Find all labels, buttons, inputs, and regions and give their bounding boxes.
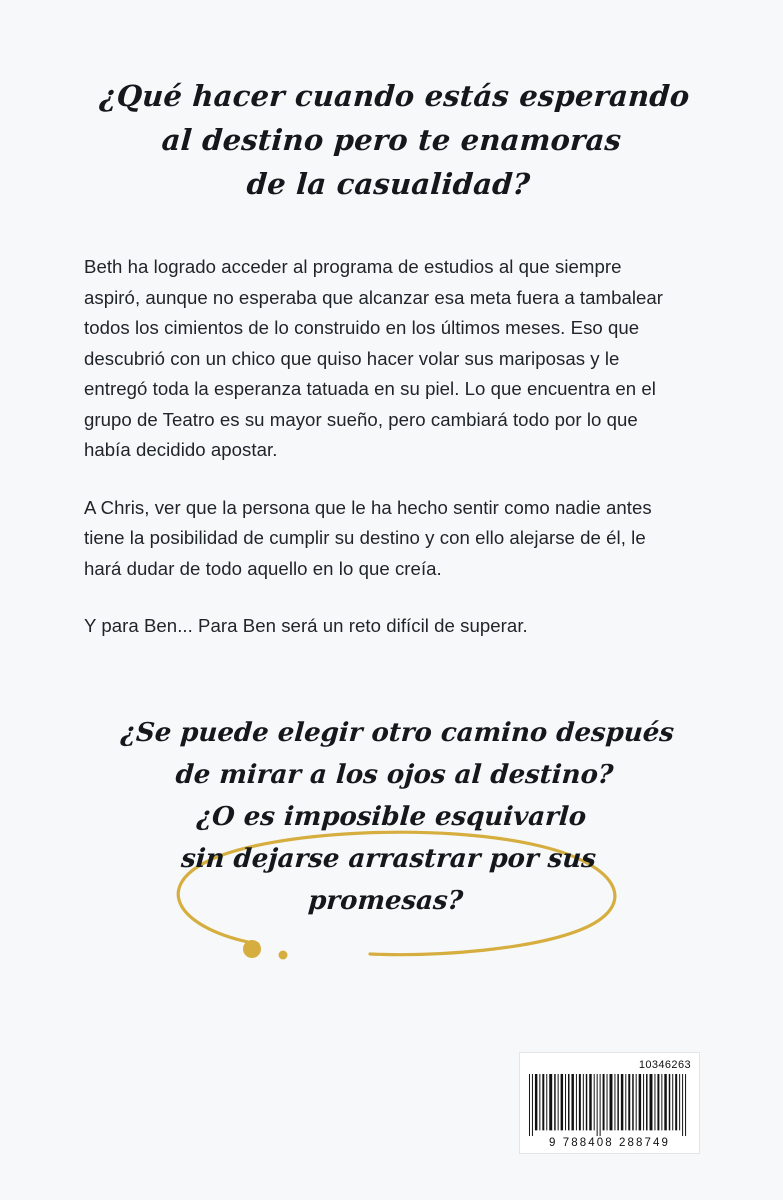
closing-line-5: promesas? (307, 886, 464, 916)
closing-line-3: ¿O es imposible esquivarlo (195, 802, 588, 832)
barcode-bars-icon (528, 1074, 691, 1136)
headline-line-2: al destino pero te enamoras (160, 123, 623, 157)
synopsis-paragraph-2: A Chris, ver que la persona que le ha hecho sentir como nadie antes tiene la posibilidad de cumplir su destino y con ello alejarse de él, le hará dudar de todo aquello en lo que creía. (84, 496, 652, 579)
synopsis (84, 252, 670, 642)
closing-line-1: ¿Se puede elegir otro camino después (119, 718, 676, 748)
closing-line-4: sin dejarse arrastrar por sus (180, 844, 598, 874)
barcode (519, 1052, 700, 1154)
closing-line-2: de mirar a los ojos al destino? (174, 760, 615, 790)
synopsis-paragraph-1: Beth ha logrado acceder al programa de estudios al que siempre aspiró, aunque no esperaba que alcanzar esa meta fuera a tambalear todos los cimientos de lo construido en los últimos meses. Eso que descubrió con un chico que quiso hacer volar sus mariposas y le entregó toda la esperanza tatuada en su piel. Lo que encuentra en el grupo de Teatro es su mayor sueño, pero cambiará todo por lo que había decidido apostar. (84, 256, 664, 460)
barcode-bottom-number: 9 788408 288749 (548, 1137, 671, 1149)
headline-line-3: de la casualidad? (245, 167, 532, 201)
headline-line-1: ¿Qué hacer cuando estás esperando (98, 79, 691, 113)
headline (0, 74, 783, 206)
barcode-top-number: 10346263 (638, 1059, 691, 1071)
synopsis-paragraph-3: Y para Ben... Para Ben será un reto difícil de superar. (84, 615, 528, 636)
closing-question (0, 712, 783, 922)
